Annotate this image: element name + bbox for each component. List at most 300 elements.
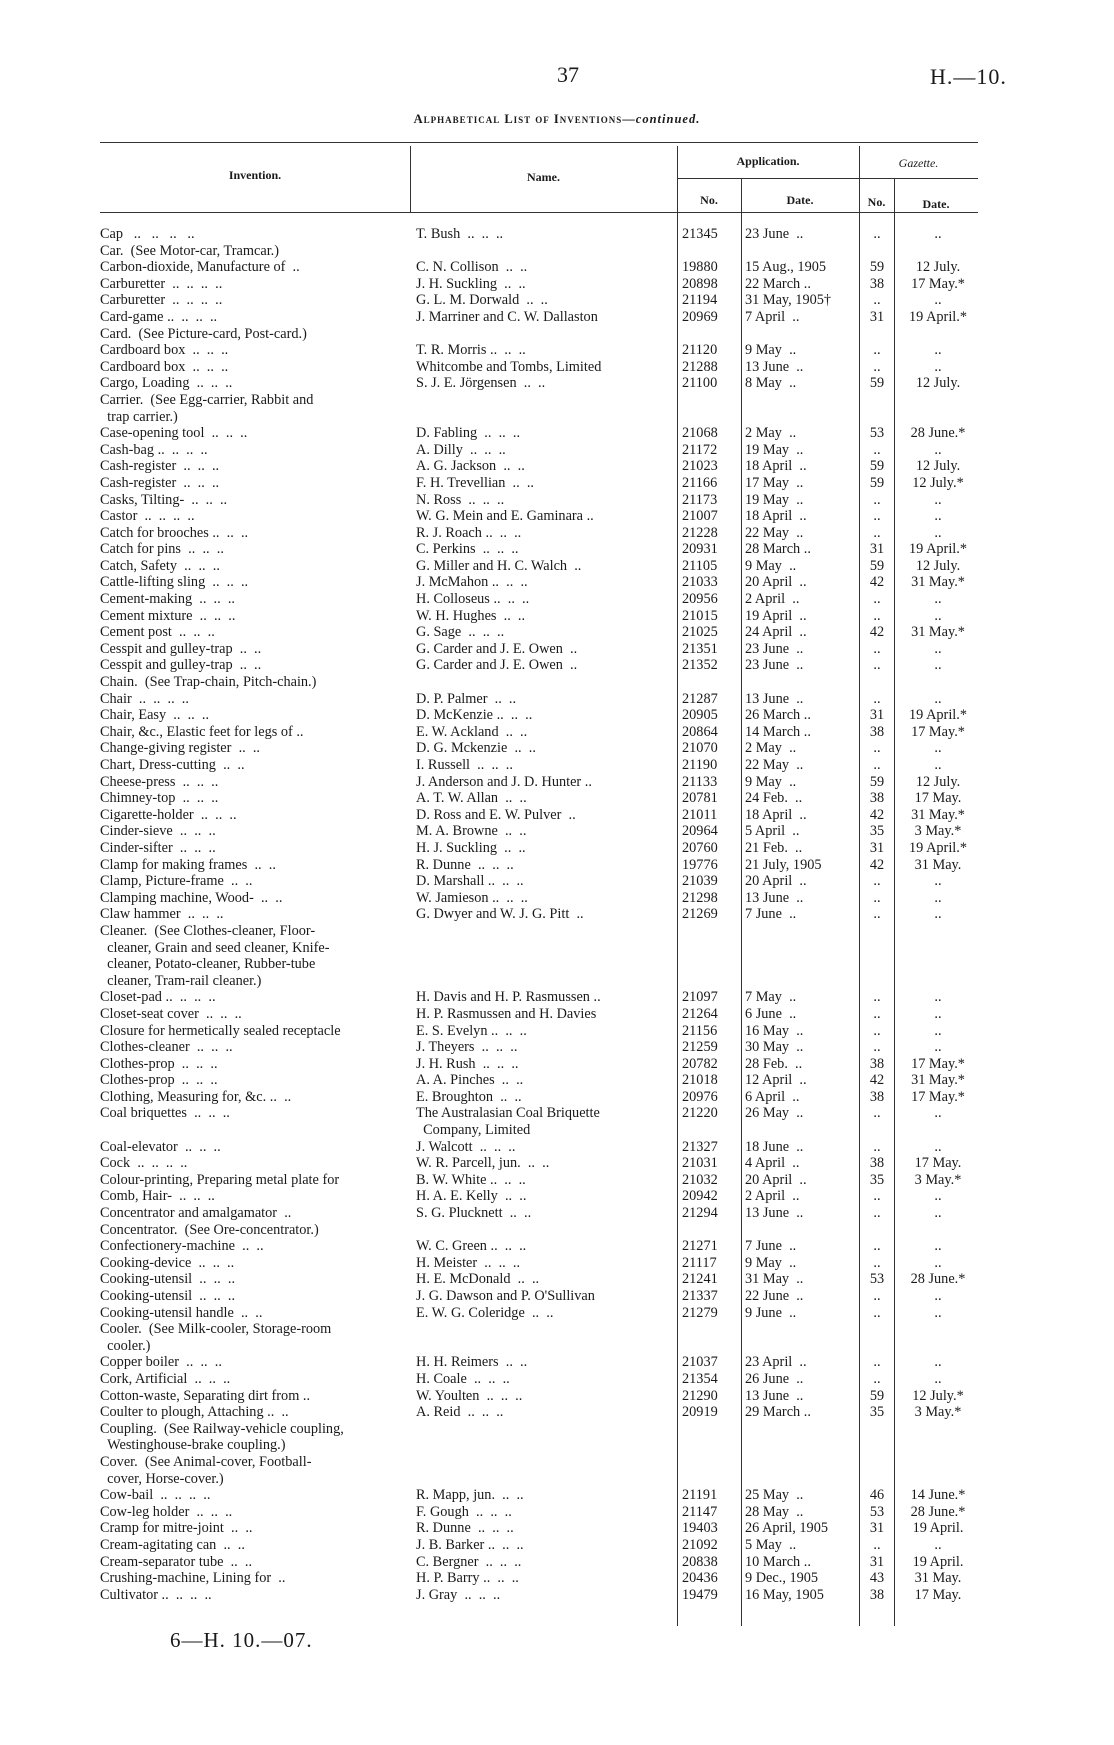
- gazette-date-cell: 12 July.: [915, 557, 961, 574]
- app-date-cell: 31 May, 1905†: [745, 292, 832, 309]
- app-date-cell: 13 June ..: [745, 1387, 804, 1404]
- invention-cell: Closet-seat cover .. .. ..: [100, 1005, 242, 1022]
- invention-cell: Cooking-utensil .. .. ..: [100, 1288, 236, 1304]
- gazette-no-cell: ..: [873, 1022, 881, 1039]
- gazette-no-cell: ..: [873, 1536, 881, 1553]
- app-date-cell: 5 April ..: [745, 823, 800, 840]
- gazette-no-cell: 31: [869, 1553, 885, 1570]
- invention-cell: cleaner, Tram-rail cleaner.): [100, 972, 262, 989]
- app-no-cell: 20919: [682, 1404, 718, 1421]
- invention-cell: Crushing-machine, Lining for ..: [100, 1570, 286, 1587]
- gazette-no-cell: ..: [873, 508, 881, 525]
- name-cell: E. W. Ackland .. ..: [416, 723, 528, 740]
- page-number: 37: [557, 62, 579, 87]
- app-no-cell: 20760: [682, 839, 718, 856]
- gazette-date-cell: 3 May.*: [914, 823, 962, 840]
- name-cell: D. Fabling .. .. ..: [416, 425, 521, 442]
- app-no-cell: 21025: [682, 624, 718, 641]
- gazette-date-cell: 12 July.: [915, 259, 961, 276]
- app-date-cell: 9 Dec., 1905: [745, 1570, 819, 1587]
- invention-cell: Card. (See Picture-card, Post-card.): [100, 325, 307, 342]
- invention-cell: Cesspit and gulley-trap .. ..: [100, 657, 262, 674]
- invention-cell: Cow-bail .. .. .. ..: [100, 1487, 211, 1504]
- table-row: [0, 226, 1114, 243]
- invention-cell: trap carrier.): [100, 408, 178, 425]
- name-cell: J. H. Suckling .. ..: [416, 275, 526, 292]
- gazette-date-cell: 12 July.*: [912, 1387, 964, 1404]
- app-no-cell: 21345: [682, 226, 718, 242]
- invention-cell: Carburetter .. .. .. ..: [100, 275, 223, 292]
- table-row: [0, 840, 1114, 857]
- app-no-cell: 20905: [682, 707, 718, 724]
- gazette-date-cell: 28 June.*: [910, 1271, 966, 1288]
- invention-cell: Chart, Dress-cutting .. ..: [100, 757, 245, 773]
- gazette-date-cell: 3 May.*: [914, 1404, 962, 1421]
- app-date-cell: 8 May ..: [745, 375, 797, 392]
- app-no-cell: 21264: [682, 1005, 718, 1022]
- app-no-cell: 21018: [682, 1072, 718, 1089]
- invention-cell: Chair .. .. .. ..: [100, 690, 189, 707]
- app-no-cell: 20969: [682, 308, 718, 325]
- name-cell: H. A. E. Kelly .. ..: [416, 1188, 527, 1205]
- name-cell: J. Gray .. .. ..: [416, 1586, 501, 1603]
- name-cell: C. Bergner .. .. ..: [416, 1553, 522, 1570]
- gazette-no-cell: 35: [869, 823, 885, 840]
- gazette-date-cell: ..: [934, 889, 942, 906]
- gazette-date-cell: 17 May.: [914, 790, 962, 807]
- app-date-cell: 26 June ..: [745, 1370, 804, 1387]
- gazette-date-cell: 17 May.*: [911, 723, 965, 740]
- app-date-cell: 4 April ..: [745, 1155, 800, 1172]
- gazette-date-cell: ..: [934, 524, 942, 541]
- table-row: [0, 1288, 1114, 1305]
- invention-cell: Cramp for mitre-joint .. ..: [100, 1520, 253, 1537]
- app-date-cell: 16 May, 1905: [745, 1586, 824, 1603]
- table-row: [0, 1089, 1114, 1106]
- name-cell: D. P. Palmer .. ..: [416, 690, 517, 707]
- app-date-cell: 9 May ..: [745, 1254, 797, 1271]
- gazette-date-cell: 28 June.*: [910, 425, 966, 442]
- app-no-cell: 21100: [682, 375, 718, 392]
- gazette-date-cell: ..: [934, 1536, 942, 1553]
- table-row: [0, 1155, 1114, 1172]
- gazette-date-cell: 31 May.*: [911, 1072, 965, 1089]
- gazette-date-cell: ..: [934, 740, 942, 757]
- table-row: [0, 1172, 1114, 1189]
- invention-cell: Change-giving register .. ..: [100, 740, 261, 757]
- table-row: [0, 989, 1114, 1006]
- table-row: [0, 1305, 1114, 1322]
- app-date-cell: 22 June ..: [745, 1288, 804, 1304]
- invention-cell: Car. (See Motor-car, Tramcar.): [100, 242, 279, 259]
- app-date-cell: 9 May ..: [745, 342, 797, 359]
- header-invention: Invention.: [228, 168, 282, 182]
- table-row: [0, 574, 1114, 591]
- invention-cell: Cow-leg holder .. .. ..: [100, 1503, 233, 1520]
- invention-cell: Cash-bag .. .. .. ..: [100, 441, 208, 458]
- table-row: [0, 857, 1114, 874]
- invention-cell: Castor .. .. .. ..: [100, 508, 195, 525]
- name-cell: W. Youlten .. .. ..: [416, 1387, 523, 1404]
- app-no-cell: 21007: [682, 508, 718, 525]
- gazette-no-cell: ..: [873, 640, 881, 657]
- name-cell: G. L. M. Dorwald .. ..: [416, 292, 548, 309]
- app-date-cell: 2 May ..: [745, 740, 797, 757]
- name-cell: S. J. E. Jörgensen .. ..: [416, 375, 546, 392]
- gazette-date-cell: ..: [934, 1005, 942, 1022]
- app-no-cell: 21037: [682, 1354, 718, 1371]
- table-row: [0, 1437, 1114, 1454]
- table-row: [0, 1271, 1114, 1288]
- invention-cell: Chimney-top .. .. ..: [100, 790, 219, 807]
- app-no-cell: 21190: [682, 757, 718, 773]
- gazette-date-cell: ..: [934, 342, 942, 359]
- table-row: [0, 1338, 1114, 1355]
- gazette-date-cell: ..: [934, 640, 942, 657]
- name-cell: H. E. McDonald .. ..: [416, 1271, 540, 1288]
- header-top-rule: [100, 142, 978, 143]
- gazette-date-cell: ..: [934, 358, 942, 375]
- gazette-no-cell: 31: [869, 308, 885, 325]
- name-cell: D. G. Mckenzie .. ..: [416, 740, 536, 757]
- table-row: [0, 1205, 1114, 1222]
- app-date-cell: 6 June ..: [745, 1005, 797, 1022]
- invention-cell: Casks, Tilting- .. .. ..: [100, 491, 228, 508]
- table-row: [0, 1222, 1114, 1239]
- table-row: [0, 823, 1114, 840]
- gazette-no-cell: ..: [873, 292, 881, 309]
- gazette-date-cell: ..: [934, 1039, 942, 1056]
- app-no-cell: 21117: [682, 1254, 717, 1271]
- table-row: [0, 657, 1114, 674]
- gazette-date-cell: 12 July.: [915, 375, 961, 392]
- name-cell: A. T. W. Allan .. ..: [416, 790, 527, 807]
- name-cell: W. R. Parcell, jun. .. ..: [416, 1155, 550, 1172]
- gazette-no-cell: 59: [869, 458, 885, 475]
- app-no-cell: 21191: [682, 1487, 718, 1504]
- invention-cell: Closet-pad .. .. .. ..: [100, 989, 216, 1006]
- name-cell: D. Marshall .. .. ..: [416, 873, 524, 890]
- app-no-cell: 21032: [682, 1171, 718, 1188]
- table-row: [0, 458, 1114, 475]
- app-date-cell: 7 June ..: [745, 906, 797, 923]
- table-row: [0, 1255, 1114, 1272]
- gazette-no-cell: ..: [873, 1304, 881, 1321]
- app-no-cell: 21068: [682, 425, 718, 442]
- name-cell: E. Broughton .. ..: [416, 1088, 522, 1105]
- app-no-cell: 21092: [682, 1536, 718, 1553]
- gazette-date-cell: ..: [934, 591, 942, 608]
- app-date-cell: 30 May ..: [745, 1039, 804, 1056]
- invention-cell: Cream-separator tube .. ..: [100, 1553, 253, 1570]
- table-row: [0, 1570, 1114, 1587]
- title-main: Alphabetical List of Inventions—: [413, 112, 636, 126]
- table-row: [0, 906, 1114, 923]
- gazette-no-cell: 59: [869, 557, 885, 574]
- app-date-cell: 10 March ..: [745, 1553, 811, 1570]
- table-row: [0, 890, 1114, 907]
- app-date-cell: 31 May ..: [745, 1271, 804, 1288]
- table-row: [0, 392, 1114, 409]
- app-date-cell: 2 May ..: [745, 425, 797, 442]
- page-reference: H.—10.: [930, 64, 1007, 89]
- app-date-cell: 9 June ..: [745, 1304, 797, 1321]
- name-cell: H. Meister .. .. ..: [416, 1254, 521, 1271]
- app-date-cell: 26 April, 1905: [745, 1520, 829, 1537]
- app-no-cell: 20964: [682, 823, 718, 840]
- app-date-cell: 9 May ..: [745, 773, 797, 790]
- app-no-cell: 21220: [682, 1105, 718, 1122]
- table-row: [0, 541, 1114, 558]
- name-cell: R. Dunne .. .. ..: [416, 856, 514, 873]
- table-row: [0, 1520, 1114, 1537]
- invention-cell: Concentrator and amalgamator ..: [100, 1205, 292, 1222]
- table-row: [0, 940, 1114, 957]
- invention-cell: Carbon-dioxide, Manufacture of ..: [100, 259, 300, 276]
- invention-cell: Cheese-press .. .. ..: [100, 773, 219, 790]
- gazette-no-cell: ..: [873, 491, 881, 508]
- table-row: [0, 292, 1114, 309]
- app-date-cell: 29 March ..: [745, 1404, 811, 1421]
- invention-cell: Clothes-cleaner .. .. ..: [100, 1039, 233, 1056]
- app-date-cell: 14 March ..: [745, 723, 811, 740]
- table-row: [0, 1471, 1114, 1488]
- table-row: [0, 724, 1114, 741]
- invention-cell: Case-opening tool .. .. ..: [100, 425, 248, 442]
- gazette-no-cell: 35: [869, 1171, 885, 1188]
- gazette-no-cell: 38: [869, 790, 885, 807]
- app-date-cell: 19 May ..: [745, 491, 804, 508]
- app-no-cell: 20931: [682, 541, 718, 558]
- app-no-cell: 21288: [682, 358, 718, 375]
- invention-cell: Cardboard box .. .. ..: [100, 342, 229, 359]
- header-sub-rule: [677, 178, 978, 179]
- table-row: [0, 1354, 1114, 1371]
- name-cell: H. Coale .. .. ..: [416, 1370, 510, 1387]
- gazette-date-cell: 17 May.: [914, 1586, 962, 1603]
- gazette-date-cell: 31 May.*: [911, 574, 965, 591]
- name-cell: H. H. Reimers .. ..: [416, 1354, 528, 1371]
- gazette-date-cell: ..: [934, 1288, 942, 1304]
- header-name: Name.: [527, 170, 560, 184]
- app-no-cell: 21290: [682, 1387, 718, 1404]
- invention-cell: Clamp, Picture-frame .. ..: [100, 873, 253, 890]
- gazette-date-cell: ..: [934, 690, 942, 707]
- app-no-cell: 21228: [682, 524, 718, 541]
- gazette-date-cell: ..: [934, 1254, 942, 1271]
- invention-cell: Cock .. .. .. ..: [100, 1155, 188, 1172]
- gazette-date-cell: 17 May.*: [911, 275, 965, 292]
- name-cell: F. H. Trevellian .. ..: [416, 474, 535, 491]
- title-continued: continued.: [635, 112, 701, 126]
- app-no-cell: 20942: [682, 1188, 718, 1205]
- invention-cell: Clothing, Measuring for, &c. .. ..: [100, 1088, 292, 1105]
- app-date-cell: 17 May ..: [745, 474, 804, 491]
- gazette-no-cell: 31: [869, 541, 885, 558]
- gazette-no-cell: ..: [873, 1254, 881, 1271]
- app-no-cell: 21166: [682, 474, 718, 491]
- app-no-cell: 21327: [682, 1138, 718, 1155]
- invention-cell: Carburetter .. .. .. ..: [100, 292, 223, 309]
- app-date-cell: 13 June ..: [745, 690, 804, 707]
- invention-cell: Chair, &c., Elastic feet for legs of ..: [100, 723, 304, 740]
- gazette-no-cell: ..: [873, 1138, 881, 1155]
- gazette-date-cell: 17 May.*: [911, 1055, 965, 1072]
- invention-cell: Clothes-prop .. .. ..: [100, 1072, 218, 1089]
- invention-cell: Carrier. (See Egg-carrier, Rabbit and: [100, 391, 314, 408]
- table-row: [0, 973, 1114, 990]
- footer-signature: 6—H. 10.—07.: [170, 1628, 313, 1652]
- gazette-no-cell: ..: [873, 1205, 881, 1222]
- invention-cell: Cement-making .. .. ..: [100, 591, 236, 608]
- app-no-cell: 19403: [682, 1520, 718, 1537]
- table-row: [0, 1371, 1114, 1388]
- app-date-cell: 7 May ..: [745, 989, 797, 1006]
- app-date-cell: 22 May ..: [745, 524, 804, 541]
- table-row: [0, 1554, 1114, 1571]
- invention-cell: Closure for hermetically sealed receptacle: [100, 1022, 341, 1039]
- app-no-cell: 20976: [682, 1088, 718, 1105]
- invention-cell: cooler.): [100, 1337, 151, 1354]
- table-row: [0, 1056, 1114, 1073]
- app-date-cell: 9 May ..: [745, 557, 797, 574]
- app-no-cell: 21337: [682, 1288, 718, 1304]
- inventions-table: [0, 226, 1114, 1603]
- app-date-cell: 23 June ..: [745, 226, 804, 242]
- header-gaz-no: No.: [867, 195, 886, 209]
- name-cell: G. Dwyer and W. J. G. Pitt ..: [416, 906, 584, 923]
- table-row: [0, 1072, 1114, 1089]
- table-row: [0, 873, 1114, 890]
- invention-cell: Cinder-sieve .. .. ..: [100, 823, 216, 840]
- name-cell: J. H. Rush .. .. ..: [416, 1055, 519, 1072]
- invention-cell: Catch, Safety .. .. ..: [100, 557, 220, 574]
- table-row: [0, 1487, 1114, 1504]
- app-no-cell: 21279: [682, 1304, 718, 1321]
- gazette-date-cell: ..: [934, 1188, 942, 1205]
- gazette-no-cell: 42: [869, 624, 885, 641]
- app-date-cell: 25 May ..: [745, 1487, 804, 1504]
- invention-cell: Cooking-device .. .. ..: [100, 1254, 235, 1271]
- invention-cell: Cleaner. (See Clothes-cleaner, Floor-: [100, 922, 316, 939]
- invention-cell: Concentrator. (See Ore-concentrator.): [100, 1221, 319, 1238]
- name-cell: B. W. White .. .. ..: [416, 1171, 526, 1188]
- gazette-no-cell: ..: [873, 358, 881, 375]
- app-no-cell: 21271: [682, 1238, 718, 1255]
- gazette-no-cell: 59: [869, 375, 885, 392]
- app-date-cell: 26 May ..: [745, 1105, 804, 1122]
- app-no-cell: 21023: [682, 458, 718, 475]
- gazette-no-cell: ..: [873, 591, 881, 608]
- invention-cell: Cement mixture .. .. ..: [100, 607, 236, 624]
- app-date-cell: 2 April ..: [745, 591, 800, 608]
- table-row: [0, 740, 1114, 757]
- name-cell: H. J. Suckling .. ..: [416, 839, 526, 856]
- invention-cell: cover, Horse-cover.): [100, 1470, 224, 1487]
- gazette-no-cell: 38: [869, 1155, 885, 1172]
- invention-cell: Comb, Hair- .. .. ..: [100, 1188, 215, 1205]
- gazette-no-cell: 42: [869, 806, 885, 823]
- table-row: [0, 807, 1114, 824]
- app-date-cell: 16 May ..: [745, 1022, 804, 1039]
- name-cell: A. G. Jackson .. ..: [416, 458, 525, 475]
- gazette-no-cell: 31: [869, 1520, 885, 1537]
- table-row: [0, 375, 1114, 392]
- app-no-cell: 21039: [682, 873, 718, 890]
- invention-cell: Catch for pins .. .. ..: [100, 541, 224, 558]
- app-no-cell: 21120: [682, 342, 718, 359]
- app-no-cell: 21269: [682, 906, 718, 923]
- app-no-cell: 19880: [682, 259, 718, 276]
- invention-cell: Cooking-utensil .. .. ..: [100, 1271, 236, 1288]
- page-title: [0, 112, 1114, 127]
- gazette-date-cell: 12 July.: [915, 773, 961, 790]
- gazette-no-cell: 53: [869, 1271, 885, 1288]
- app-date-cell: 28 May ..: [745, 1503, 804, 1520]
- invention-cell: Claw hammer .. .. ..: [100, 906, 224, 923]
- gazette-date-cell: ..: [934, 441, 942, 458]
- app-date-cell: 28 March ..: [745, 541, 811, 558]
- gazette-date-cell: 19 April.*: [909, 839, 967, 856]
- app-no-cell: 19776: [682, 856, 718, 873]
- invention-cell: Cooking-utensil handle .. ..: [100, 1304, 263, 1321]
- gazette-date-cell: ..: [934, 607, 942, 624]
- invention-cell: Cotton-waste, Separating dirt from ..: [100, 1387, 311, 1404]
- app-date-cell: 26 March ..: [745, 707, 811, 724]
- gazette-no-cell: ..: [873, 657, 881, 674]
- table-row: [0, 276, 1114, 293]
- name-cell: E. W. G. Coleridge .. ..: [416, 1304, 554, 1321]
- app-date-cell: 20 April ..: [745, 1171, 807, 1188]
- name-cell: J. Anderson and J. D. Hunter ..: [416, 773, 592, 790]
- app-date-cell: 13 June ..: [745, 358, 804, 375]
- app-date-cell: 18 April ..: [745, 508, 807, 525]
- gazette-date-cell: ..: [934, 1304, 942, 1321]
- app-no-cell: 20436: [682, 1570, 718, 1587]
- app-date-cell: 24 April ..: [745, 624, 807, 641]
- invention-cell: Chain. (See Trap-chain, Pitch-chain.): [100, 674, 317, 691]
- name-cell: J. G. Dawson and P. O'Sullivan: [416, 1288, 595, 1304]
- gazette-no-cell: ..: [873, 1288, 881, 1304]
- app-no-cell: 21173: [682, 491, 718, 508]
- table-row: [0, 309, 1114, 326]
- gazette-no-cell: ..: [873, 1370, 881, 1387]
- gazette-date-cell: ..: [934, 292, 942, 309]
- invention-cell: Cream-agitating can .. ..: [100, 1536, 245, 1553]
- table-row: [0, 525, 1114, 542]
- app-no-cell: 20838: [682, 1553, 718, 1570]
- app-no-cell: 20782: [682, 1055, 718, 1072]
- app-date-cell: 12 April ..: [745, 1072, 807, 1089]
- gazette-no-cell: ..: [873, 342, 881, 359]
- table-row: [0, 425, 1114, 442]
- gazette-date-cell: ..: [934, 1022, 942, 1039]
- gazette-no-cell: ..: [873, 524, 881, 541]
- name-cell: T. Bush .. .. ..: [416, 226, 504, 242]
- app-date-cell: 19 May ..: [745, 441, 804, 458]
- gazette-date-cell: ..: [934, 1238, 942, 1255]
- gazette-no-cell: 53: [869, 1503, 885, 1520]
- gazette-date-cell: 12 July.: [915, 458, 961, 475]
- invention-cell: Cattle-lifting sling .. .. ..: [100, 574, 249, 591]
- app-no-cell: 21351: [682, 640, 718, 657]
- gazette-date-cell: 31 May.: [914, 1570, 962, 1587]
- app-date-cell: 15 Aug., 1905: [745, 259, 827, 276]
- gazette-date-cell: ..: [934, 226, 942, 242]
- header-app-no: No.: [700, 193, 718, 207]
- table-row: [0, 1388, 1114, 1405]
- app-no-cell: 20898: [682, 275, 718, 292]
